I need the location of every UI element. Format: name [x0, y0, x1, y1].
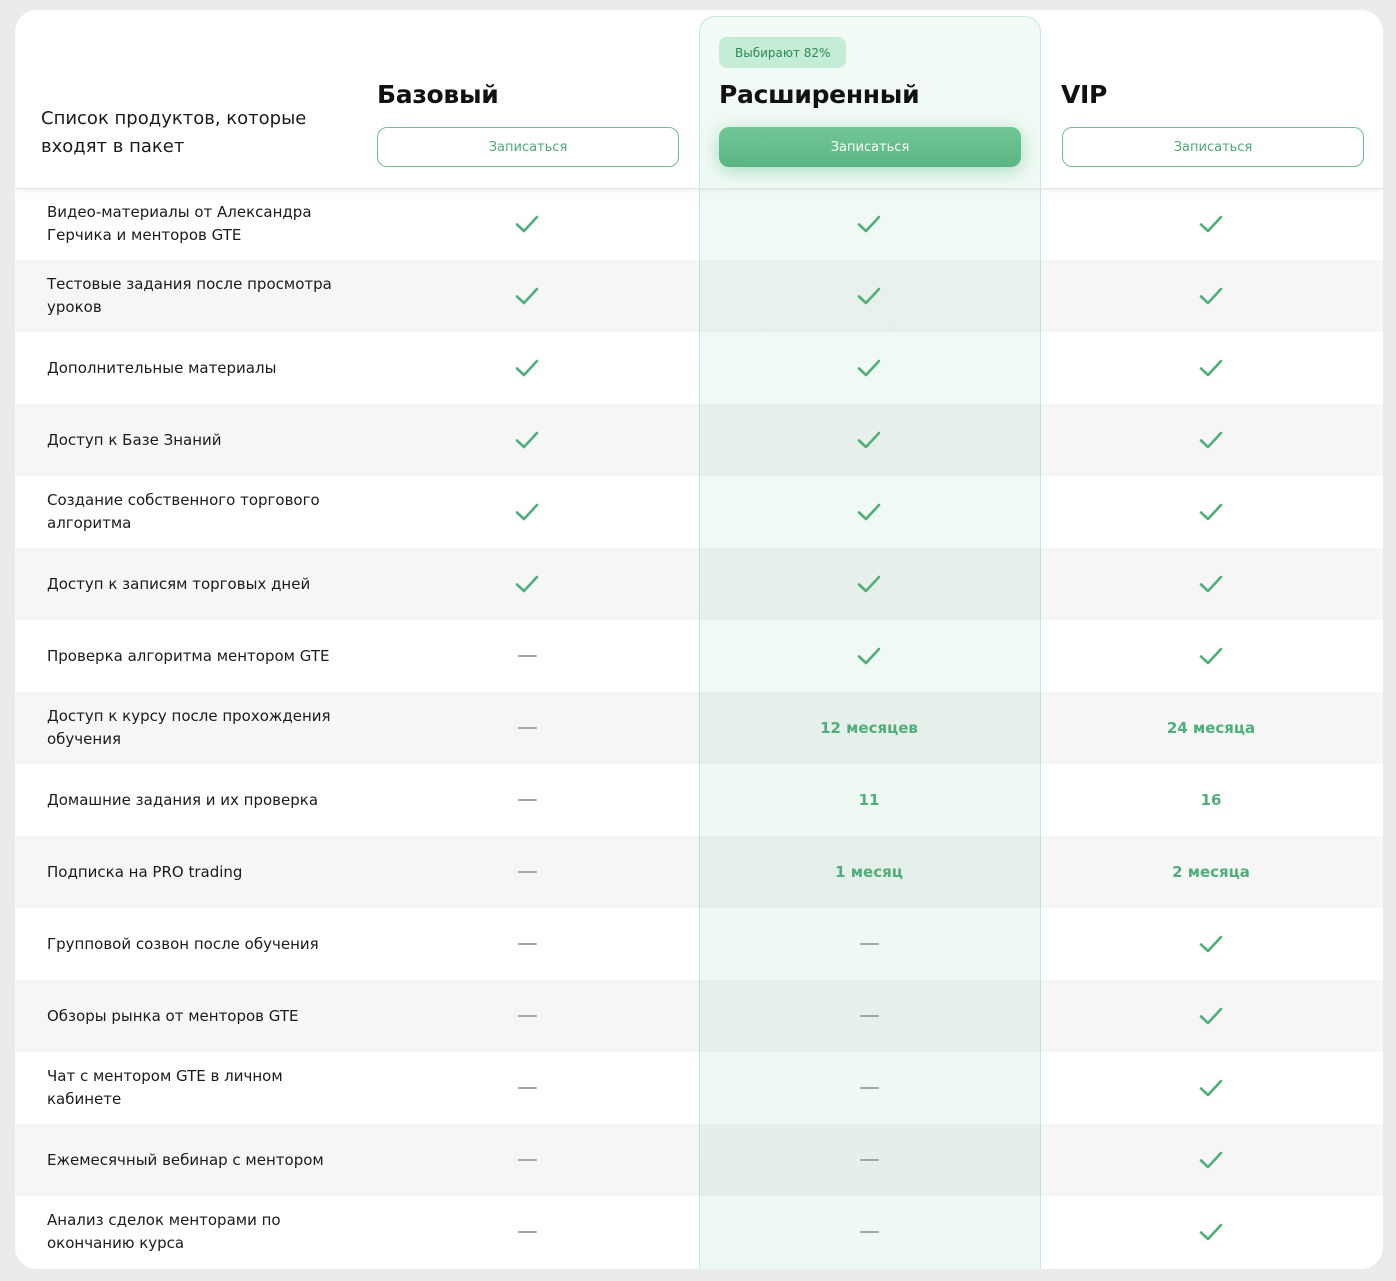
feature-row [15, 548, 1383, 620]
feature-label: Доступ к Базе Знаний [47, 430, 222, 449]
dash-icon-extended [699, 1196, 1039, 1268]
check-icon-basic [357, 548, 697, 620]
dash-icon [860, 1159, 879, 1161]
feature-row [15, 764, 1383, 836]
dash-icon-basic [357, 764, 697, 836]
check-icon-extended [699, 404, 1039, 476]
feature-value-vip [1041, 692, 1381, 764]
pricing-comparison-card [15, 10, 1383, 1269]
signup-button-extended[interactable]: Записаться [719, 127, 1021, 167]
feature-row [15, 1052, 1383, 1124]
feature-row [15, 692, 1383, 764]
check-icon-extended [699, 260, 1039, 332]
feature-label: Дополнительные материалы [47, 358, 277, 377]
dash-icon [518, 727, 537, 729]
plan-name-extended: Расширенный [719, 80, 920, 109]
dash-icon-extended [699, 980, 1039, 1052]
check-icon-extended [699, 188, 1039, 260]
check-icon-extended [699, 476, 1039, 548]
dash-icon [518, 1159, 537, 1161]
check-icon-vip [1041, 260, 1381, 332]
pricing-header [15, 10, 1383, 189]
check-icon-vip [1041, 188, 1381, 260]
feature-row [15, 188, 1383, 260]
feature-value-text: 24 месяца [1166, 719, 1256, 737]
popular-badge: Выбирают 82% [719, 37, 846, 68]
feature-label: Обзоры рынка от менторов GTE [47, 1006, 299, 1025]
check-icon-vip [1041, 1196, 1381, 1268]
feature-label: Чат с ментором GTE в личном кабинете [47, 1067, 283, 1108]
feature-label: Видео-материалы от Александра Герчика и менторов GTE [47, 203, 312, 244]
feature-label: Доступ к курсу после прохождения обучения [47, 707, 331, 748]
dash-icon-extended [699, 1124, 1039, 1196]
feature-label: Тестовые задания после просмотра уроков [47, 275, 332, 316]
feature-label: Доступ к записям торговых дней [47, 574, 311, 593]
feature-label: Групповой созвон после обучения [47, 934, 319, 953]
plan-name-vip: VIP [1061, 80, 1108, 109]
feature-value-extended [699, 836, 1039, 908]
feature-label: Проверка алгоритма ментором GTE [47, 646, 330, 665]
check-icon-vip [1041, 1052, 1381, 1124]
feature-row [15, 476, 1383, 548]
check-icon-vip [1041, 548, 1381, 620]
dash-icon [518, 799, 537, 801]
check-icon-extended [699, 332, 1039, 404]
feature-value-vip [1041, 764, 1381, 836]
dash-icon-extended [699, 1052, 1039, 1124]
check-icon-basic [357, 188, 697, 260]
check-icon-basic [357, 332, 697, 404]
check-icon-vip [1041, 980, 1381, 1052]
check-icon-vip [1041, 1124, 1381, 1196]
check-icon-extended [699, 548, 1039, 620]
check-icon-extended [699, 620, 1039, 692]
check-icon-basic [357, 476, 697, 548]
dash-icon-basic [357, 1052, 697, 1124]
feature-value-extended [699, 692, 1039, 764]
check-icon-basic [357, 260, 697, 332]
dash-icon-basic [357, 980, 697, 1052]
plan-name-basic: Базовый [377, 80, 499, 109]
feature-label: Анализ сделок менторами по окончанию курса [47, 1211, 281, 1252]
dash-icon [860, 943, 879, 945]
feature-value-text: 16 [1200, 791, 1222, 809]
check-icon-basic [357, 404, 697, 476]
dash-icon [518, 1087, 537, 1089]
dash-icon-basic [357, 1196, 697, 1268]
dash-icon-basic [357, 1124, 697, 1196]
feature-row [15, 404, 1383, 476]
check-icon-vip [1041, 908, 1381, 980]
signup-button-basic[interactable]: Записаться [377, 127, 679, 167]
feature-value-vip [1041, 836, 1381, 908]
feature-row [15, 1124, 1383, 1196]
feature-row [15, 620, 1383, 692]
feature-label: Подписка на PRO trading [47, 862, 243, 881]
feature-row [15, 908, 1383, 980]
feature-row [15, 260, 1383, 332]
feature-row [15, 332, 1383, 404]
signup-button-vip[interactable]: Записаться [1062, 127, 1364, 167]
feature-value-text: 2 месяца [1172, 863, 1250, 881]
dash-icon [518, 655, 537, 657]
dash-icon [518, 1015, 537, 1017]
feature-value-extended [699, 764, 1039, 836]
dash-icon-extended [699, 908, 1039, 980]
feature-label: Ежемесячный вебинар с ментором [47, 1150, 324, 1169]
check-icon-vip [1041, 332, 1381, 404]
feature-label: Домашние задания и их проверка [47, 790, 319, 809]
feature-value-text: 11 [858, 791, 880, 809]
feature-value-text: 12 месяцев [820, 719, 918, 737]
dash-icon-basic [357, 692, 697, 764]
dash-icon [518, 871, 537, 873]
feature-table [15, 188, 1383, 1268]
feature-value-text: 1 месяц [835, 863, 903, 881]
dash-icon [860, 1015, 879, 1017]
feature-row [15, 836, 1383, 908]
products-list-heading: Список продуктов, которые входят в пакет [41, 108, 307, 157]
dash-icon [860, 1087, 879, 1089]
dash-icon-basic [357, 908, 697, 980]
feature-label: Создание собственного торгового алгоритма [47, 491, 320, 532]
dash-icon-basic [357, 836, 697, 908]
feature-row [15, 980, 1383, 1052]
check-icon-vip [1041, 620, 1381, 692]
dash-icon [518, 1231, 537, 1233]
feature-row [15, 1196, 1383, 1268]
check-icon-vip [1041, 476, 1381, 548]
dash-icon [518, 943, 537, 945]
dash-icon [860, 1231, 879, 1233]
dash-icon-basic [357, 620, 697, 692]
check-icon-vip [1041, 404, 1381, 476]
